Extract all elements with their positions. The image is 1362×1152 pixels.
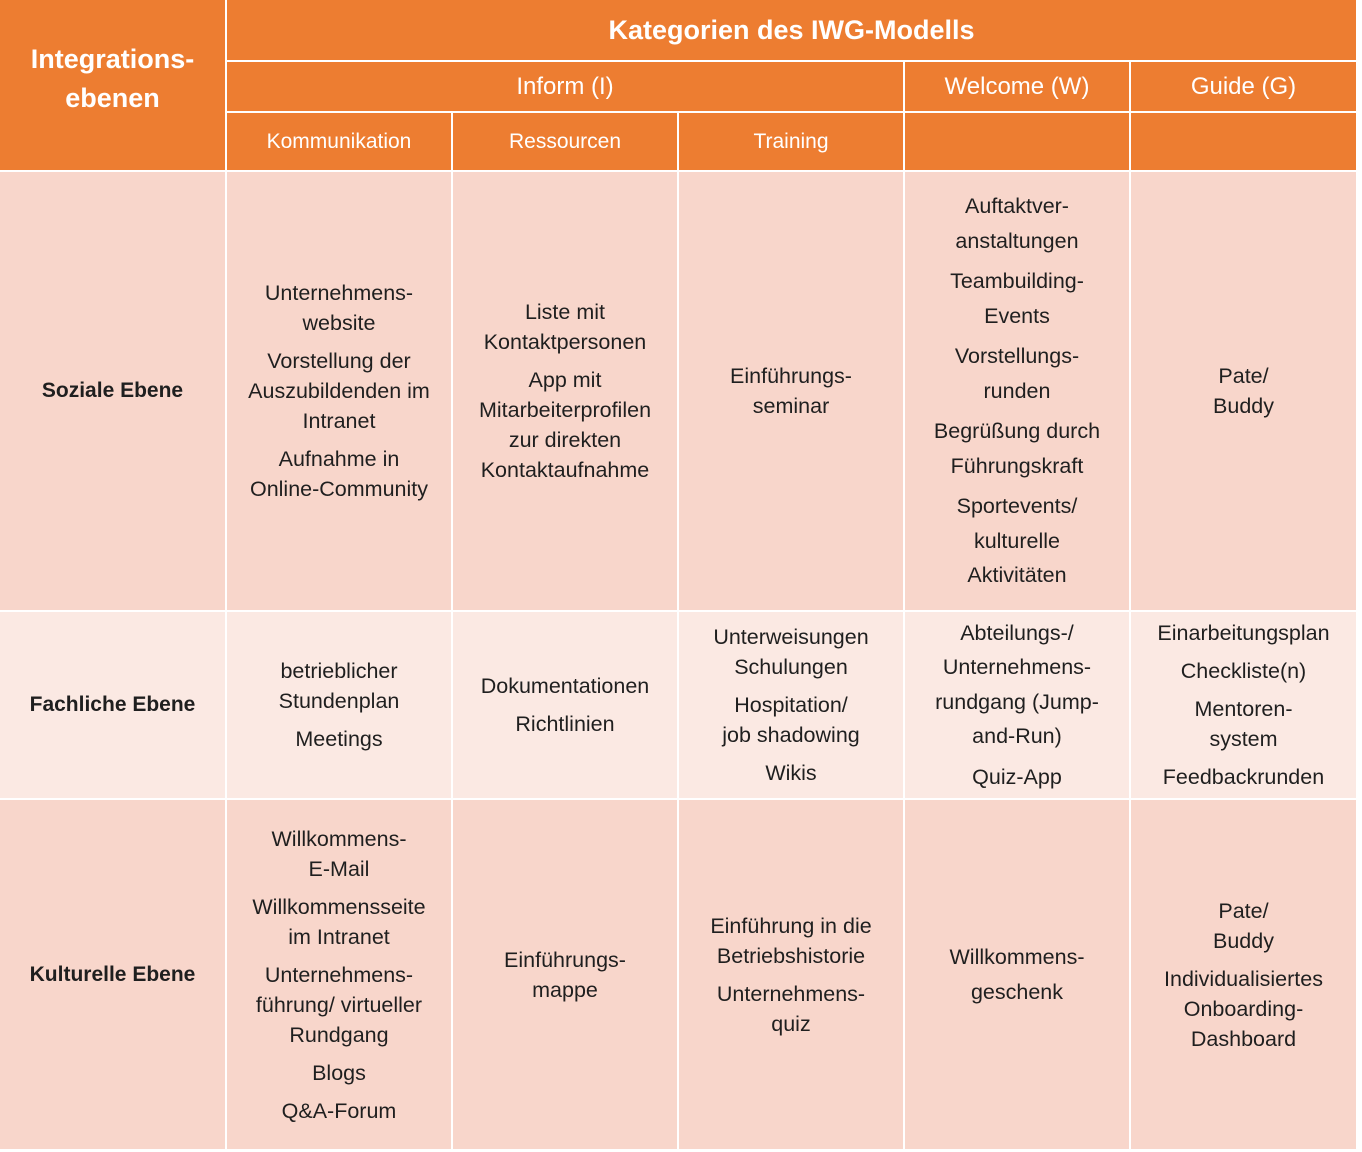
list-item-line: Pate/ [1218, 898, 1269, 923]
subcolumn-training: Training [679, 113, 905, 172]
cell-item-list [950, 937, 1085, 1012]
list-item-line: runden [983, 378, 1051, 403]
subcolumn-guide [1131, 113, 1358, 172]
list-item-line: kulturelle [973, 528, 1060, 553]
list-item-line: Individualisiertes [1164, 966, 1323, 991]
table-title: Kategorien des IWG-Modells [227, 0, 1358, 62]
cell-item-list [504, 941, 626, 1009]
table-cell-training [679, 612, 905, 800]
corner-header-line-1: Integrations- [30, 44, 195, 74]
list-item [955, 189, 1078, 258]
cell-item-list [479, 293, 651, 489]
list-item-line: Buddy [1213, 928, 1274, 953]
cell-item-list [1213, 357, 1274, 425]
table-cell-training [679, 172, 905, 612]
cell-item-list [710, 907, 871, 1043]
list-item [722, 690, 859, 750]
list-item-line: Willkommensseite [252, 894, 426, 919]
list-item-line: Richtlinien [515, 712, 615, 736]
list-item-line: führung/ virtueller [255, 992, 423, 1017]
list-item [950, 940, 1085, 1009]
group-header-welcome: Welcome (W) [905, 62, 1131, 113]
list-item-line: E-Mail [308, 856, 370, 881]
list-item-line: Quiz-App [972, 764, 1062, 789]
list-item [279, 656, 400, 716]
list-item-line: website [302, 311, 376, 335]
list-item [972, 760, 1062, 795]
list-item [713, 622, 868, 682]
table-cell-training [679, 800, 905, 1151]
list-item-line: Abteilungs-/ [960, 620, 1074, 645]
table-cell-guide [1131, 612, 1358, 800]
cell-item-list [1157, 614, 1329, 796]
list-item-line: Unternehmens- [942, 655, 1092, 680]
table-cell-kommunikation [227, 612, 453, 800]
list-item [717, 979, 865, 1039]
list-item-line: job shadowing [722, 723, 860, 747]
list-item [265, 278, 413, 338]
list-item [256, 960, 422, 1050]
list-item [515, 709, 614, 739]
list-item-line: Onboarding- [1183, 996, 1304, 1021]
list-item-line: Einführungs- [504, 947, 626, 972]
list-item [1163, 762, 1324, 792]
list-item-line: Kontaktaufnahme [480, 458, 650, 482]
cell-item-list [1164, 892, 1323, 1058]
list-item-line: Einführungs- [730, 364, 852, 388]
list-item [730, 361, 852, 421]
list-item-line: Stundenplan [278, 689, 400, 713]
list-item-line: Teambuilding- [950, 269, 1084, 294]
cell-item-list [713, 618, 868, 792]
list-item-line: Schulungen [734, 655, 848, 679]
list-item-line: Kontaktpersonen [483, 330, 647, 354]
list-item-line: rundgang (Jump- [935, 689, 1099, 714]
list-item [248, 346, 430, 436]
list-item-line: Feedbackrunden [1162, 765, 1325, 789]
table-cell-ressourcen [453, 172, 679, 612]
list-item-line: Mitarbeiterprofilen [478, 398, 652, 422]
list-item [252, 892, 425, 952]
list-item-line: system [1209, 727, 1278, 751]
cell-item-list [481, 667, 650, 743]
list-item-line: anstaltungen [955, 228, 1079, 253]
group-header-inform: Inform (I) [227, 62, 905, 113]
list-item [481, 671, 650, 701]
list-item [934, 414, 1100, 483]
list-item-line: Willkommens- [949, 945, 1085, 969]
table-cell-welcome [905, 612, 1131, 800]
row-fachliche-ebene-label: Fachliche Ebene [0, 612, 227, 800]
list-item-line: Auftaktver- [965, 194, 1069, 219]
list-item-line: mappe [532, 977, 598, 1002]
list-item [282, 1096, 397, 1126]
cell-item-list [279, 652, 400, 758]
cell-item-list [252, 820, 425, 1130]
list-item-line: Checkliste(n) [1180, 659, 1307, 683]
list-item-line: Unternehmens- [264, 962, 414, 987]
list-item [504, 945, 626, 1005]
list-item-line: Wikis [765, 761, 817, 785]
list-item-line: Meetings [295, 727, 383, 751]
list-item [957, 489, 1078, 593]
list-item [484, 297, 647, 357]
list-item [479, 365, 651, 485]
cell-item-list [248, 274, 430, 508]
list-item [1194, 694, 1292, 754]
list-item [295, 724, 382, 754]
table-cell-guide [1131, 172, 1358, 612]
table-cell-ressourcen [453, 612, 679, 800]
list-item-line: betrieblicher [280, 659, 398, 683]
list-item-line: seminar [752, 394, 830, 418]
row-soziale-ebene-label: Soziale Ebene [0, 172, 227, 612]
list-item-line: Aufnahme in [278, 447, 400, 471]
list-item [950, 264, 1084, 333]
table-cell-guide [1131, 800, 1358, 1151]
list-item [250, 444, 428, 504]
list-item-line: Auszubildenden im [248, 379, 430, 403]
list-item-line: Betriebshistorie [716, 943, 866, 968]
cell-item-list [934, 186, 1100, 596]
table-cell-welcome [905, 172, 1131, 612]
table-cell-welcome [905, 800, 1131, 1151]
list-item-line: Einarbeitungsplan [1157, 621, 1330, 645]
list-item-line: Q&A-Forum [281, 1098, 397, 1123]
list-item [935, 616, 1099, 754]
list-item-line: Intranet [302, 409, 376, 433]
list-item-line: Dokumentationen [480, 674, 650, 698]
table-cell-kommunikation [227, 800, 453, 1151]
list-item [1213, 361, 1274, 421]
list-item-line: Pate/ [1218, 364, 1269, 388]
list-item [955, 339, 1079, 408]
list-item-line: App mit [528, 368, 602, 392]
cell-item-list [730, 357, 852, 425]
cell-item-list [935, 613, 1099, 798]
list-item-line: Unterweisungen [713, 625, 869, 649]
list-item-line: Einführung in die [710, 913, 872, 938]
list-item-line: im Intranet [288, 924, 390, 949]
list-item [1164, 964, 1323, 1054]
list-item-line: Events [984, 303, 1050, 328]
subcolumn-kommunikation: Kommunikation [227, 113, 453, 172]
subcolumn-welcome [905, 113, 1131, 172]
list-item-line: Unternehmens- [264, 281, 414, 305]
list-item-line: Vorstellung der [267, 349, 411, 373]
list-item [1213, 896, 1274, 956]
table-cell-kommunikation [227, 172, 453, 612]
list-item-line: Liste mit [524, 300, 606, 324]
list-item-line: Aktivitäten [967, 563, 1067, 588]
group-header-guide: Guide (G) [1131, 62, 1358, 113]
list-item [1181, 656, 1306, 686]
list-item [1157, 618, 1329, 648]
list-item [710, 911, 871, 971]
list-item-line: Hospitation/ [734, 693, 848, 717]
list-item-line: Rundgang [289, 1022, 389, 1047]
list-item-line: zur direkten [508, 428, 622, 452]
list-item-line: quiz [771, 1011, 811, 1036]
list-item-line: Willkommens- [271, 826, 407, 851]
list-item-line: Unternehmens- [716, 981, 866, 1006]
list-item-line: Sportevents/ [956, 494, 1078, 519]
list-item-line: Mentoren- [1194, 697, 1293, 721]
corner-header [0, 0, 227, 172]
list-item-line: geschenk [970, 979, 1064, 1004]
list-item [272, 824, 407, 884]
list-item-line: Buddy [1213, 394, 1274, 418]
row-kulturelle-ebene-label: Kulturelle Ebene [0, 800, 227, 1151]
list-item-line: Vorstellungs- [954, 344, 1080, 369]
list-item-line: Dashboard [1190, 1026, 1297, 1051]
list-item-line: Führungskraft [950, 453, 1084, 478]
list-item-line: Begrüßung durch [933, 419, 1101, 444]
list-item-line: and-Run) [972, 724, 1062, 749]
list-item [765, 758, 816, 788]
list-item-line: Online-Community [249, 477, 428, 501]
list-item [312, 1058, 366, 1088]
table-cell-ressourcen [453, 800, 679, 1151]
subcolumn-ressourcen: Ressourcen [453, 113, 679, 172]
list-item-line: Blogs [312, 1060, 366, 1085]
corner-header-line-2: ebenen [65, 83, 160, 113]
